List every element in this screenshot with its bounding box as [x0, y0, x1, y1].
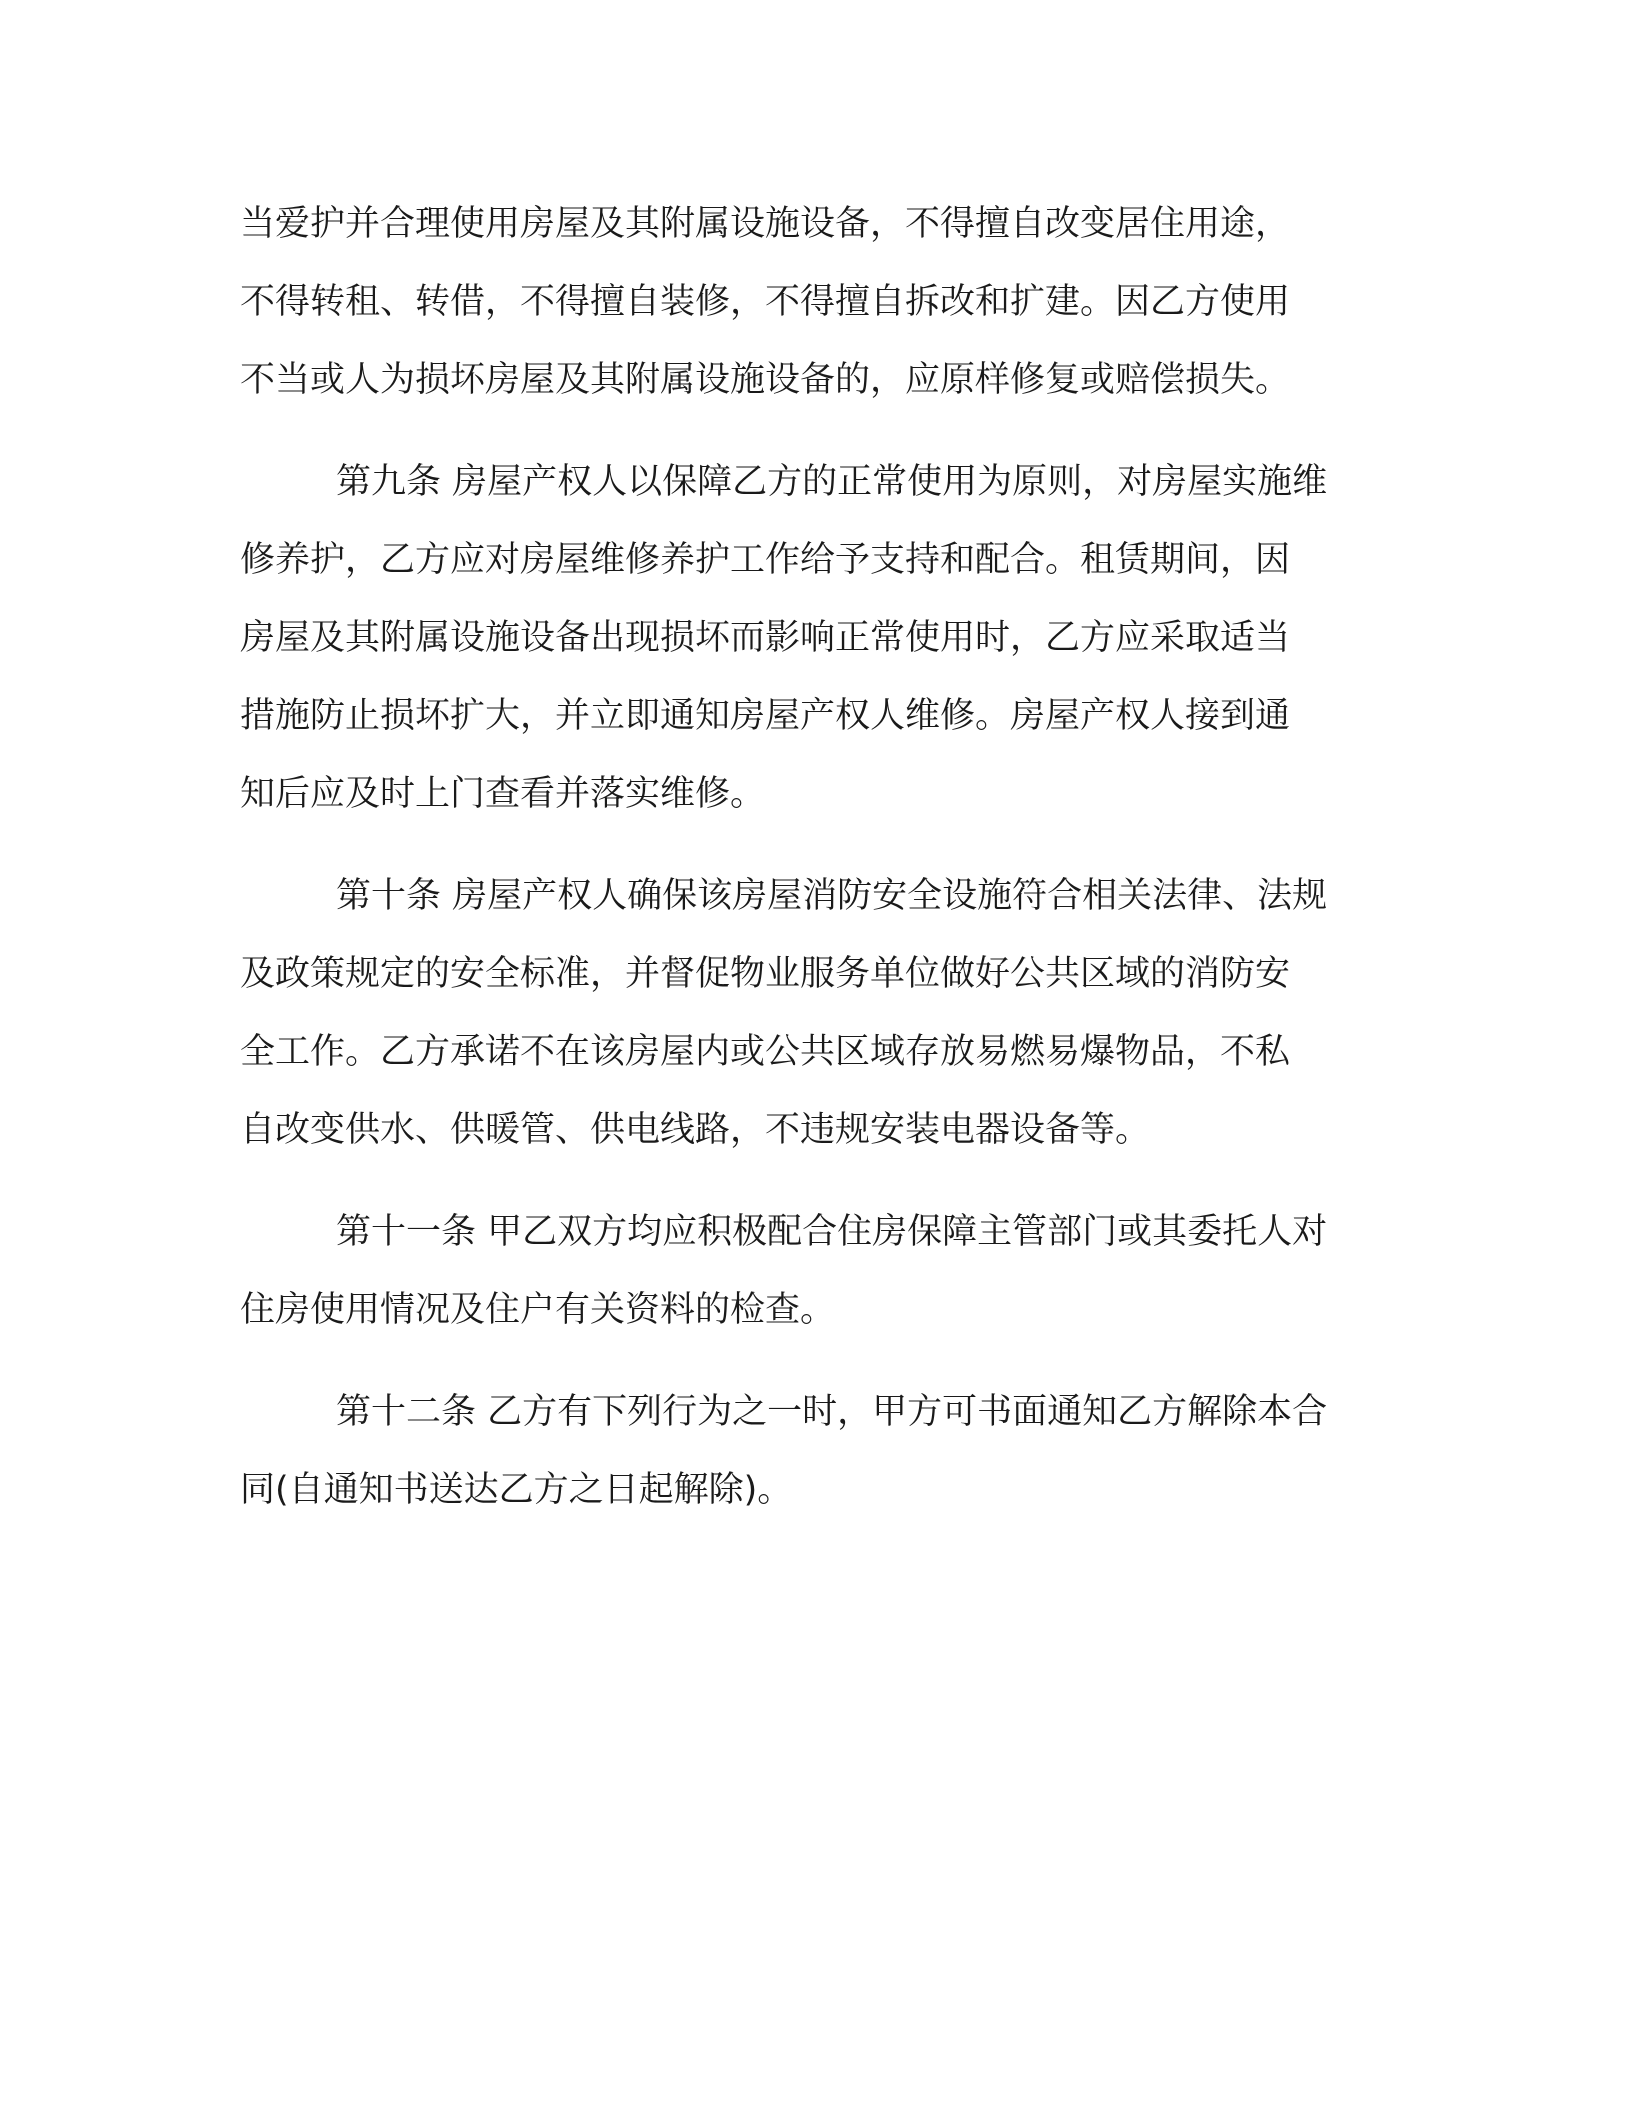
document-body — [240, 185, 1390, 1553]
paragraph-continuation — [240, 185, 1390, 419]
paragraph-article-9 — [240, 443, 1390, 833]
text-line: 不当或人为损坏房屋及其附属设施设备的，应原样修复或赔偿损失。 — [240, 360, 1291, 400]
text-line: 住房使用情况及住户有关资料的检查。 — [240, 1290, 836, 1330]
text-line: 第十一条 甲乙双方均应积极配合住房保障主管部门或其委托人对 — [336, 1212, 1328, 1252]
text-line: 不得转租、转借，不得擅自装修，不得擅自拆改和扩建。因乙方使用 — [240, 282, 1291, 322]
text-line: 知后应及时上门查看并落实维修。 — [240, 774, 766, 814]
text-line: 全工作。乙方承诺不在该房屋内或公共区域存放易燃易爆物品，不私 — [240, 1032, 1291, 1072]
text-line: 措施防止损坏扩大，并立即通知房屋产权人维修。房屋产权人接到通 — [240, 696, 1291, 736]
paragraph-article-12 — [240, 1373, 1390, 1529]
text-line: 及政策规定的安全标准，并督促物业服务单位做好公共区域的消防安 — [240, 954, 1291, 994]
text-line: 第九条 房屋产权人以保障乙方的正常使用为原则，对房屋实施维 — [336, 462, 1328, 502]
text-line: 第十条 房屋产权人确保该房屋消防安全设施符合相关法律、法规 — [336, 876, 1328, 916]
text-line: 第十二条 乙方有下列行为之一时，甲方可书面通知乙方解除本合 — [336, 1392, 1328, 1432]
text-line: 同(自通知书送达乙方之日起解除)。 — [240, 1470, 793, 1510]
text-line: 当爱护并合理使用房屋及其附属设施设备，不得擅自改变居住用途， — [240, 204, 1291, 244]
text-line: 房屋及其附属设施设备出现损坏而影响正常使用时，乙方应采取适当 — [240, 618, 1291, 658]
paragraph-article-10 — [240, 857, 1390, 1169]
text-line: 自改变供水、供暖管、供电线路，不违规安装电器设备等。 — [240, 1110, 1151, 1150]
text-line: 修养护，乙方应对房屋维修养护工作给予支持和配合。租赁期间，因 — [240, 540, 1291, 580]
paragraph-article-11 — [240, 1193, 1390, 1349]
